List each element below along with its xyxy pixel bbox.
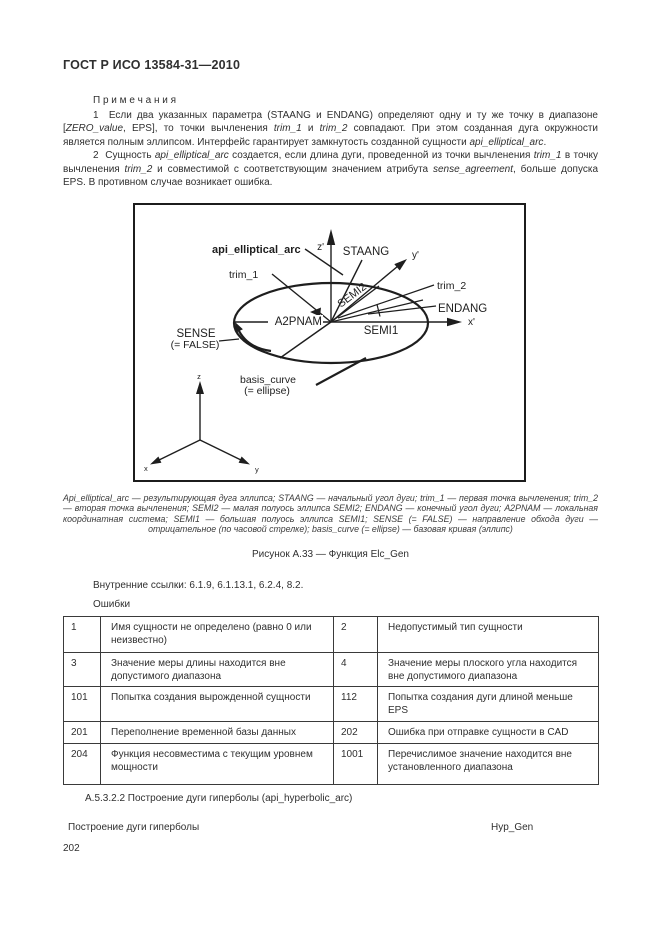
axis-y-line bbox=[200, 440, 243, 461]
error-code-cell: 4 bbox=[334, 653, 378, 687]
label-basis-ellipse: (= ellipse) bbox=[244, 385, 290, 397]
error-text-cell: Имя сущности не определено (равно 0 или неизвестно) bbox=[101, 617, 334, 653]
label-endang: ENDANG bbox=[438, 303, 488, 315]
error-code-cell: 112 bbox=[334, 687, 378, 722]
axis-x-line bbox=[157, 440, 200, 461]
label-a2pnam: A2PNAM bbox=[274, 316, 322, 328]
label-trim1: trim_1 bbox=[229, 269, 259, 281]
axis-x-arrow-icon bbox=[150, 457, 161, 465]
note-2: 2 Сущность api_elliptical_arc создается, если длина дуги, проведенной из точки вычленения trim_1 в точку вычленения trim_2 и совместимой с соответствующим значением атрибута sense_agreement, больше допуска EPS. В противном случае возникает ошибка. bbox=[63, 150, 599, 188]
figure-a33 bbox=[133, 203, 526, 482]
label-z-prime: z' bbox=[317, 242, 324, 253]
table-row bbox=[64, 653, 599, 687]
error-text-cell: Попытка создания вырожденной сущности bbox=[101, 687, 334, 722]
footer-left-text: Построение дуги гиперболы bbox=[68, 822, 200, 833]
label-staang: STAANG bbox=[342, 246, 390, 258]
label-trim2: trim_2 bbox=[437, 280, 467, 292]
label-semi1: SEMI1 bbox=[363, 325, 399, 337]
table-row bbox=[64, 617, 599, 653]
label-axis-y: y bbox=[255, 465, 259, 474]
note-1: 1 Если два указанных параметра (STAANG и ENDANG) определяют одну и ту же точку в диапазоне [ZERO_value, EPS], то точки вычленения trim_1 и trim_2 совпадают. При этом созданная дуга окружности является полным эллипсом. Интерфейс гарантирует замкнутость созданной сущности api_elliptical_arc. bbox=[63, 109, 598, 148]
sense-arrow-icon bbox=[235, 322, 243, 333]
error-text-cell: Попытка создания дуги длиной меньше EPS bbox=[378, 687, 599, 722]
label-x-prime: x' bbox=[468, 317, 475, 328]
section-heading: А.5.3.2.2 Построение дуги гиперболы (api_hyperbolic_arc) bbox=[85, 793, 353, 804]
api-leader bbox=[305, 249, 343, 275]
error-code-cell: 201 bbox=[64, 722, 101, 744]
error-code-cell: 202 bbox=[334, 722, 378, 744]
notes-label: П р и м е ч а н и я bbox=[93, 95, 177, 106]
y-prime-arrow-icon bbox=[394, 259, 407, 271]
z-prime-arrow-icon bbox=[327, 229, 335, 245]
label-api-elliptical-arc: api_elliptical_arc bbox=[212, 244, 301, 256]
label-semi2: SEMI2 bbox=[335, 280, 369, 311]
notes-block bbox=[63, 94, 598, 190]
error-text-cell: Переполнение временной базы данных bbox=[101, 722, 334, 744]
table-row bbox=[64, 744, 599, 785]
page-number: 202 bbox=[63, 843, 80, 854]
error-text-cell: Значение меры длины находится вне допустимого диапазона bbox=[101, 653, 334, 687]
error-text-cell: Значение меры плоского угла находится вне допустимого диапазона bbox=[378, 653, 599, 687]
label-axis-z: z bbox=[197, 372, 201, 381]
error-code-cell: 204 bbox=[64, 744, 101, 785]
error-code-cell: 1 bbox=[64, 617, 101, 653]
errors-table-label: Ошибки bbox=[93, 599, 131, 610]
x-prime-arrow-icon bbox=[447, 318, 462, 326]
error-text-cell: Функция несовместима с текущим уровнем мощности bbox=[101, 744, 334, 785]
error-code-cell: 1001 bbox=[334, 744, 378, 785]
error-code-cell: 3 bbox=[64, 653, 101, 687]
label-axis-x: x bbox=[144, 464, 148, 473]
sense-leader bbox=[219, 339, 239, 341]
label-y-prime: y' bbox=[412, 250, 419, 261]
error-text-cell: Перечислимое значение находится вне установленного диапазона bbox=[378, 744, 599, 785]
errors-table bbox=[63, 616, 599, 785]
footer-right-text: Hyp_Gen bbox=[491, 822, 534, 833]
axis-y-arrow-icon bbox=[239, 457, 250, 465]
table-row bbox=[64, 687, 599, 722]
axis-z-arrow-icon bbox=[196, 381, 204, 394]
error-code-cell: 101 bbox=[64, 687, 101, 722]
label-sense: SENSE bbox=[176, 328, 216, 340]
label-sense-false: (= FALSE) bbox=[170, 339, 220, 351]
table-row bbox=[64, 722, 599, 744]
label-basis-curve: basis_curve bbox=[239, 374, 297, 386]
trim1-leader bbox=[272, 274, 331, 322]
error-text-cell: Ошибка при отправке сущности в CAD bbox=[378, 722, 599, 744]
error-text-cell: Недопустимый тип сущности bbox=[378, 617, 599, 653]
figure-caption: Api_elliptical_arc — результирующая дуга эллипса; STAANG — начальный угол дуги; trim_1 — первая точка вычленения; trim_2 — вторая точка вычленения; SEMI2 — малая полуось эллипса SEMI2; ENDANG — конечный угол дуги; A2PNAM — локальная координатная система; SEMI1 — большая полуось эллипса SEMI1; SENSE (= FALSE) — направление обхода дуги — отрицательное (по часовой стрелке); basis_curve (= ellipse) — базовая кривая (эллипс) bbox=[63, 493, 598, 535]
document-header: ГОСТ Р ИСО 13584-31—2010 bbox=[63, 58, 241, 72]
internal-references: Внутренние ссылки: 6.1.9, 6.1.13.1, 6.2.4, 8.2. bbox=[93, 580, 304, 591]
elc-gen-diagram bbox=[135, 205, 524, 480]
figure-title: Рисунок А.33 — Функция Elc_Gen bbox=[252, 549, 409, 560]
error-code-cell: 2 bbox=[334, 617, 378, 653]
